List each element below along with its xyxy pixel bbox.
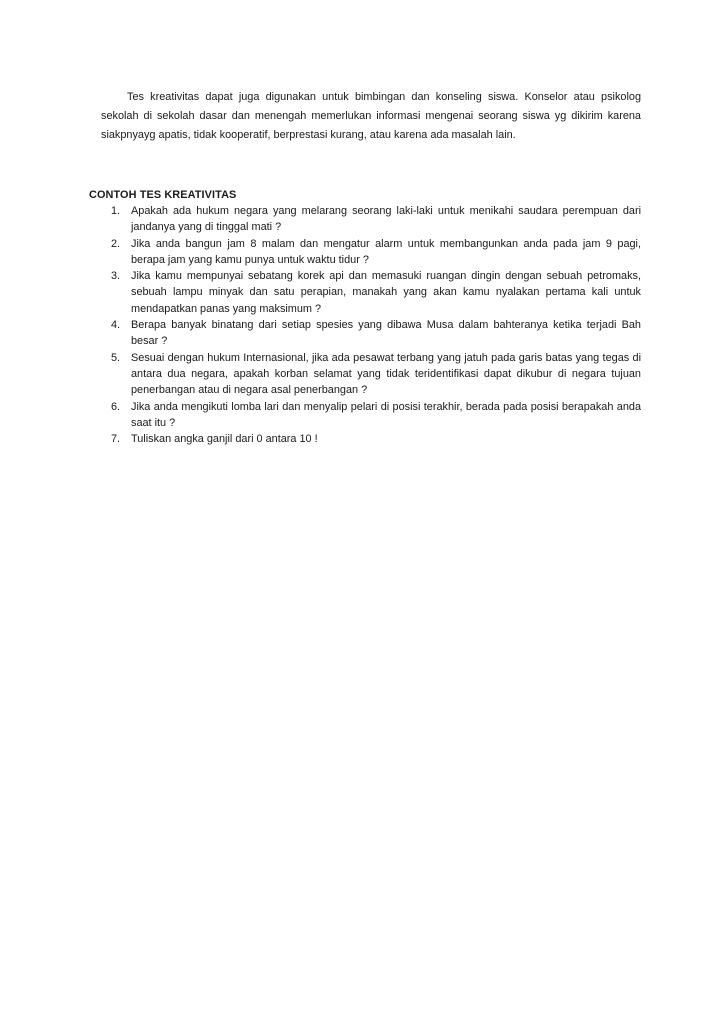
question-item-3	[89, 268, 641, 317]
question-item-1	[89, 203, 641, 236]
question-text: Berapa banyak binatang dari setiap spesies yang dibawa Musa dalam bahteranya ketika terjadi Bah besar ?	[131, 319, 641, 348]
question-number: 6.	[111, 400, 121, 413]
question-item-7	[89, 431, 641, 447]
question-text: Tuliskan angka ganjil dari 0 antara 10 !	[131, 433, 318, 446]
question-item-2	[89, 236, 641, 269]
question-text: Jika anda bangun jam 8 malam dan mengatur alarm untuk membangunkan anda pada jam 9 pagi, berapa jam yang kamu punya untuk waktu tidur ?	[131, 237, 641, 266]
question-text: Jika anda mengikuti lomba lari dan menyalip pelari di posisi terakhir, berada pada posisi berapakah anda saat itu ?	[131, 400, 641, 429]
question-number: 2.	[111, 237, 121, 250]
question-number: 5.	[111, 351, 121, 364]
question-item-4	[89, 317, 641, 350]
question-number: 3.	[111, 270, 121, 283]
question-list	[89, 203, 641, 447]
question-text: Jika kamu mempunyai sebatang korek api dan memasuki ruangan dingin dengan sebuah petromaks, sebuah lampu minyak dan satu perapian, manakah yang akan kamu nyalakan pertama kali untuk mendapatkan panas yang maksimum ?	[131, 270, 641, 315]
question-text: Sesuai dengan hukum Internasional, jika ada pesawat terbang yang jatuh pada garis batas yang tegas di antara dua negara, apakah korban selamat yang tidak teridentifikasi dapat dikubur di negara tujuan penerbangan atau di negara asal penerbangan ?	[131, 351, 641, 397]
question-number: 1.	[111, 205, 121, 217]
question-item-6	[89, 399, 641, 432]
question-number: 4.	[111, 319, 121, 332]
question-text: Apakah ada hukum negara yang melarang seorang laki-laki untuk menikahi saudara perempuan dari jandanya yang di tinggal mati ?	[131, 205, 641, 234]
question-number: 7.	[111, 433, 121, 446]
section-heading: CONTOH TES KREATIVITAS	[89, 189, 237, 201]
intro-text: Tes kreativitas dapat juga digunakan untuk bimbingan dan konseling siswa. Konselor atau psikolog sekolah di sekolah dasar dan menengah memerlukan informasi mengenai seorang siswa yg dikirim karena siakpnyayg apatis, tidak kooperatif, berprestasi kurang, atau karena ada masalah lain.	[101, 91, 641, 141]
intro-paragraph	[101, 88, 641, 145]
question-item-5	[89, 350, 641, 399]
